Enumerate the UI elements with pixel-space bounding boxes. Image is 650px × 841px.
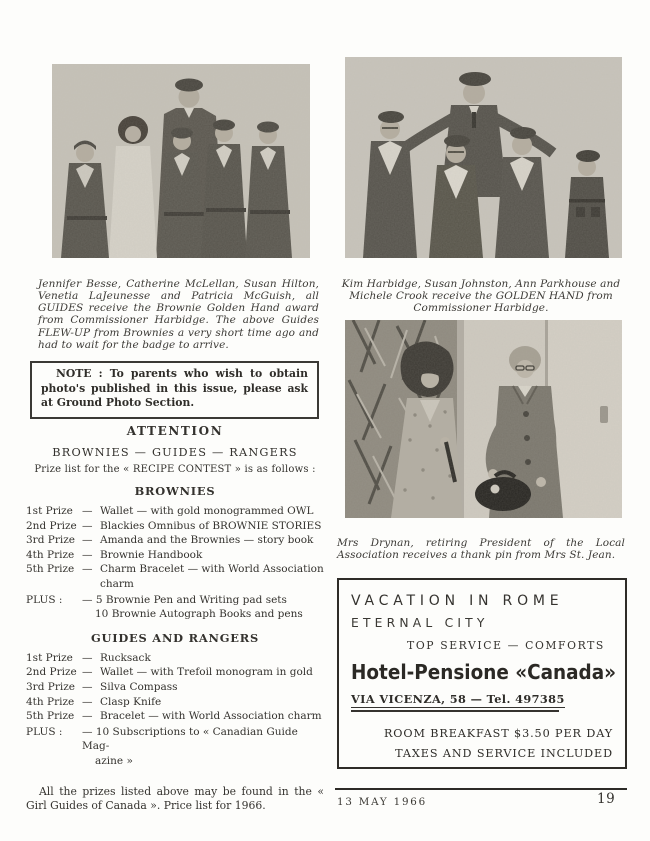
caption-thank-pin-photo: Mrs Drynan, retiring President of the Local Association receives a thank pin from Mrs St. Jean. (337, 536, 625, 561)
ad-headline-rome: VACATION IN ROME (351, 593, 564, 609)
plus-line: 10 Brownie Autograph Books and pens (95, 608, 303, 621)
section-heading-guides-rangers: GUIDES AND RANGERS (90, 630, 260, 645)
prize-label: 4th Prize (26, 695, 75, 708)
ad-rates-block (351, 724, 613, 764)
prize-desc: Clasp Knife (100, 695, 162, 708)
footer-date: 13 MAY 1966 (337, 796, 428, 808)
prize-label: PLUS : (26, 725, 63, 738)
attention-title: ATTENTION (126, 424, 224, 438)
caption-golden-hand-photo: Kim Harbidge, Susan Johnston, Ann Parkhouse and Michele Crook receive the GOLDEN HAND from Commissioner Harbidge. (341, 277, 621, 315)
caption-guides-photo: Jennifer Besse, Catherine McLellan, Susan Hilton, Venetia LaJeunesse and Patricia McGuish, all GUIDES receive the Brownie Golden Hand award from Commissioner Harbidge. The above Guides FLEW-UP from Brownies a very short time ago and had to wait for the badge to arrive. (38, 277, 319, 351)
prize-desc: Bracelet — with World Association charm (100, 710, 322, 723)
photo-thank-pin-presentation (345, 320, 622, 518)
prize-row (26, 651, 324, 666)
prize-desc: Blackies Omnibus of BROWNIE STORIES (100, 519, 322, 532)
prize-label: 3rd Prize (26, 534, 75, 547)
prize-list-article (26, 424, 324, 823)
ad-address-line (351, 692, 565, 712)
prize-dash: — (82, 505, 93, 517)
prize-dash: — (82, 534, 93, 547)
footer-rule (335, 788, 627, 790)
prize-desc: Brownie Handbook (100, 548, 203, 561)
prize-desc: Wallet — with Trefoil monogram in gold (100, 666, 313, 679)
photo-illustration-golden-hand (345, 57, 622, 258)
ad-taxes-line: TAXES AND SERVICE INCLUDED (395, 747, 613, 760)
prize-dash: — (82, 666, 93, 679)
ad-address-text: VIA VICENZA, 58 — Tel. 497385 (351, 692, 565, 706)
prize-dash: — (82, 680, 93, 693)
prize-dash: — (82, 695, 93, 708)
attention-subtitle: BROWNIES — GUIDES — RANGERS (52, 446, 298, 459)
prize-label: 5th Prize (26, 710, 75, 723)
prize-desc: Wallet — with gold monogrammed OWL (100, 505, 314, 517)
ad-rate-line: ROOM BREAKFAST $3.50 PER DAY (383, 727, 613, 740)
prize-desc (82, 725, 324, 769)
prize-desc (82, 593, 324, 622)
prize-row-plus (26, 725, 324, 769)
photo-illustration-thank-pin (345, 320, 622, 518)
prize-label: 2nd Prize (26, 666, 77, 679)
attention-intro: Prize list for the « RECIPE CONTEST » is as follows : (34, 464, 316, 475)
prize-desc: Charm Bracelet — with World Association charm (100, 563, 324, 590)
prize-row (26, 562, 324, 591)
plus-line: azine » (95, 754, 133, 767)
plus-line: — 10 Subscriptions to « Canadian Guide Mag- (82, 725, 298, 753)
prize-desc: Silva Compass (100, 680, 178, 693)
prize-dash: — (82, 563, 93, 576)
prize-dash: — (82, 710, 93, 723)
prize-row-plus (26, 593, 324, 622)
prize-label: 5th Prize (26, 563, 75, 576)
hotel-advertisement (337, 578, 627, 769)
prize-desc: Rucksack (100, 651, 151, 664)
page-number: 19 (597, 791, 616, 807)
prize-dash: — (82, 651, 93, 664)
prize-label: 2nd Prize (26, 519, 77, 532)
note-text: NOTE : To parents who wish to obtain photo's published in this issue, please ask at Ground Photo Section. (41, 367, 308, 410)
prize-label: 1st Prize (26, 505, 73, 517)
prize-label: 3rd Prize (26, 680, 75, 693)
prize-row (26, 504, 324, 519)
prize-row (26, 695, 324, 710)
prize-dash: — (82, 519, 93, 532)
prize-footnote: All the prizes listed above may be found in the « Girl Guides of Canada ». Price list for 1966. (26, 784, 324, 812)
ad-hotel-name: Hotel-Pensione «Canada» (351, 660, 617, 684)
prize-row (26, 680, 324, 695)
ad-services-line: TOP SERVICE — COMFORTS (407, 639, 605, 652)
ad-headline-eternal-city: ETERNAL CITY (351, 616, 489, 630)
section-heading-brownies: BROWNIES (134, 484, 216, 498)
note-box (30, 361, 319, 419)
plus-line: — 5 Brownie Pen and Writing pad sets (82, 593, 287, 606)
prize-label: 1st Prize (26, 651, 73, 664)
prize-label: 4th Prize (26, 548, 75, 561)
prize-row (26, 533, 324, 548)
photo-guides-golden-hand (52, 64, 310, 258)
prize-row (26, 709, 324, 724)
photo-golden-hand-group (345, 57, 622, 258)
photo-illustration-guides (52, 64, 310, 258)
prize-desc: Amanda and the Brownies — story book (100, 534, 314, 547)
prize-row (26, 519, 324, 534)
prize-row (26, 665, 324, 680)
prize-label: PLUS : (26, 593, 63, 606)
prize-row (26, 548, 324, 563)
prize-dash: — (82, 548, 93, 561)
